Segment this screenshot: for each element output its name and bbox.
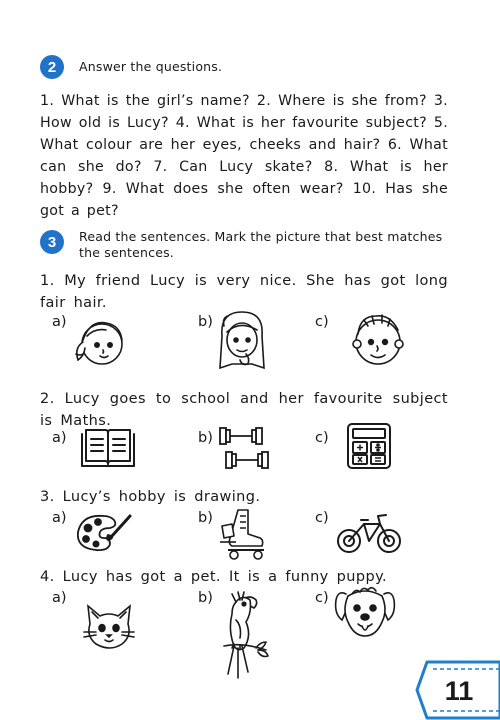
- kitten-icon[interactable]: [80, 598, 138, 654]
- exercise-3-number: 3: [40, 230, 64, 254]
- task-3-sentence: 3. Lucy’s hobby is drawing.: [40, 489, 261, 505]
- dumbbells-icon[interactable]: [216, 424, 272, 474]
- task-3-option-b[interactable]: b): [198, 510, 213, 526]
- paint-palette-icon[interactable]: [74, 508, 136, 554]
- task-2-option-b[interactable]: b): [198, 430, 213, 446]
- task-4-option-c[interactable]: c): [315, 590, 329, 606]
- exercise-3-instruction: Read the sentences. Mark the picture that best matches the sentences.: [79, 229, 443, 260]
- open-book-icon[interactable]: [78, 426, 138, 470]
- boy-face-icon[interactable]: [346, 306, 410, 372]
- task-1-option-c[interactable]: c): [315, 314, 329, 330]
- task-4-sentence: 4. Lucy has got a pet. It is a funny puppy.: [40, 569, 387, 585]
- task-3-option-c[interactable]: c): [315, 510, 329, 526]
- page-number: 11: [444, 676, 474, 706]
- task-2-option-a[interactable]: a): [52, 430, 67, 446]
- parrot-icon[interactable]: [212, 590, 274, 688]
- girl-with-pigtails-icon[interactable]: [70, 312, 132, 372]
- task-1-option-a[interactable]: a): [52, 314, 67, 330]
- task-4-option-a[interactable]: a): [52, 590, 67, 606]
- bicycle-icon[interactable]: [336, 510, 402, 556]
- task-2-option-c[interactable]: c): [315, 430, 329, 446]
- girl-with-long-hair-icon[interactable]: [210, 306, 274, 376]
- puppy-icon[interactable]: [332, 584, 398, 646]
- exercise-2-number: 2: [40, 55, 64, 79]
- exercise-2-questions: 1. What is the girl’s name? 2. Where is she from? 3. How old is Lucy? 4. What is her favourite subject? 5. What colour are her eyes, cheeks and hair? 6. What can she do? 7. Can Lucy skate? 8. What is her hobby? 9. What does she often wear? 10. Has she got a pet?: [40, 93, 448, 219]
- page-number-badge: [415, 660, 500, 720]
- task-4-option-b[interactable]: b): [198, 590, 213, 606]
- calculator-icon[interactable]: [345, 421, 393, 471]
- exercise-2-instruction: Answer the questions.: [79, 59, 223, 74]
- task-3-option-a[interactable]: a): [52, 510, 67, 526]
- roller-skates-icon[interactable]: [216, 506, 276, 562]
- task-1-sentence: 1. My friend Lucy is very nice. She has got long fair hair.: [40, 273, 448, 311]
- task-1-option-b[interactable]: b): [198, 314, 213, 330]
- task-2-sentence: 2. Lucy goes to school and her favourite subject is Maths.: [40, 391, 448, 429]
